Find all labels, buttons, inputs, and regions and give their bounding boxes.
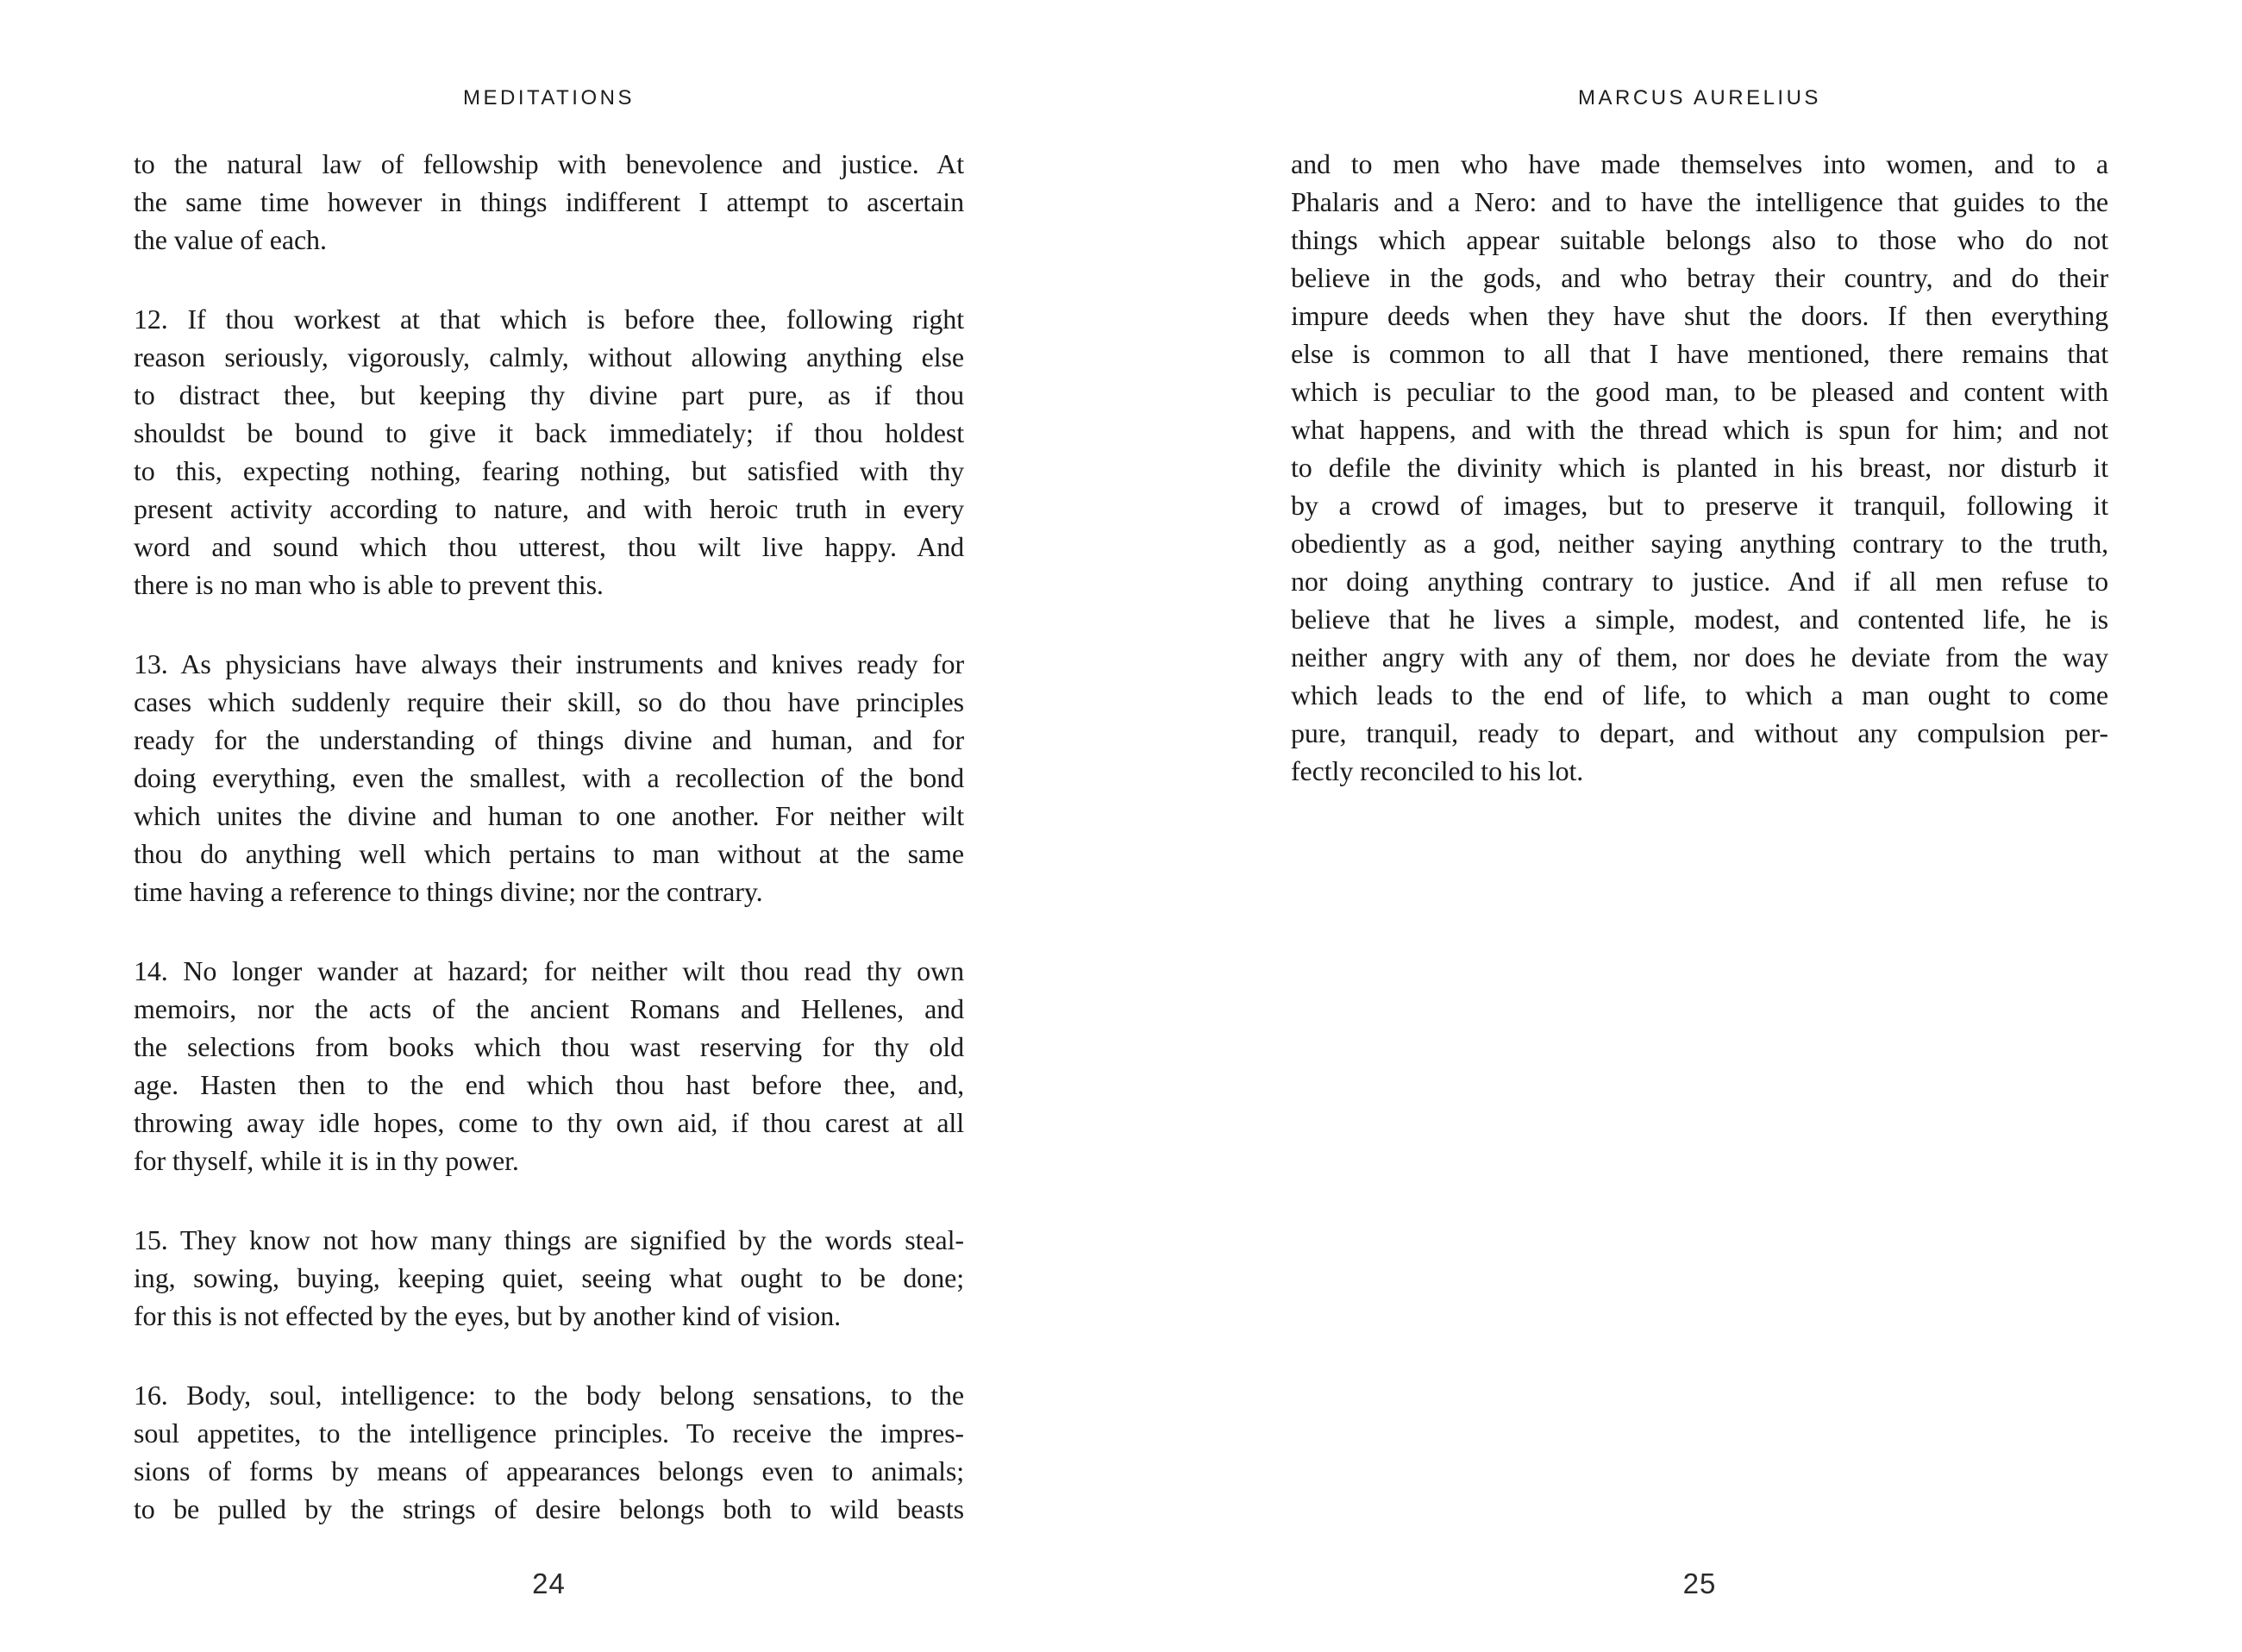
text-line: throwing away idle hopes, come to thy own aid, if thou carest at all xyxy=(134,1107,964,1138)
text-line: which unites the divine and human to one another. For neither wilt xyxy=(134,800,964,831)
text-line: ing, sowing, buying, keeping quiet, seeing what ought to be done; xyxy=(134,1262,964,1293)
text-line: believe in the gods, and who betray their country, and do their xyxy=(1291,262,2108,293)
text-line: for this is not effected by the eyes, but by another kind of vision. xyxy=(134,1300,841,1331)
text-line: to this, expecting nothing, fearing nothing, but satisfied with thy xyxy=(134,455,964,486)
text-line: time having a reference to things divine; nor the contrary. xyxy=(134,876,763,907)
text-line: age. Hasten then to the end which thou hast before thee, and, xyxy=(134,1069,964,1100)
text-line: by a crowd of images, but to preserve it tranquil, following it xyxy=(1291,490,2108,521)
text-line: and to men who have made themselves into women, and to a xyxy=(1291,148,2108,179)
text-line: 16. Body, soul, intelligence: to the body belong sensations, to the xyxy=(134,1380,964,1411)
text-line: to defile the divinity which is planted in his breast, nor disturb it xyxy=(1291,452,2108,483)
text-line: which is peculiar to the good man, to be pleased and content with xyxy=(1291,376,2108,407)
text-line: impure deeds when they have shut the doors. If then everything xyxy=(1291,300,2108,331)
text-line: neither angry with any of them, nor does he deviate from the way xyxy=(1291,641,2108,673)
text-line: for thyself, while it is in thy power. xyxy=(134,1145,519,1176)
text-line: 14. No longer wander at hazard; for neither wilt thou read thy own xyxy=(134,955,964,986)
text-line: pure, tranquil, ready to depart, and without any compulsion per- xyxy=(1291,717,2108,748)
paragraph xyxy=(134,145,964,259)
text-line: present activity according to nature, and with heroic truth in every xyxy=(134,493,964,524)
text-line: word and sound which thou utterest, thou wilt live happy. And xyxy=(134,531,964,562)
text-line: 12. If thou workest at that which is before thee, following right xyxy=(134,303,964,335)
text-line: else is common to all that I have mentioned, there remains that xyxy=(1291,338,2108,369)
text-line: memoirs, nor the acts of the ancient Romans and Hellenes, and xyxy=(134,993,964,1024)
text-line: 15. They know not how many things are signified by the words steal- xyxy=(134,1224,964,1255)
text-line: things which appear suitable belongs also to those who do not xyxy=(1291,224,2108,255)
text-line: believe that he lives a simple, modest, and contented life, he is xyxy=(1291,604,2108,635)
left-text-block xyxy=(134,145,964,1528)
text-line: shouldst be bound to give it back immediately; if thou holdest xyxy=(134,417,964,448)
text-line: the same time however in things indifferent I attempt to ascertain xyxy=(134,186,964,217)
text-line: reason seriously, vigorously, calmly, without allowing anything else xyxy=(134,341,964,372)
text-line: fectly reconciled to his lot. xyxy=(1291,755,1584,786)
text-line: there is no man who is able to prevent this. xyxy=(134,569,604,600)
text-line: thou do anything well which pertains to man without at the same xyxy=(134,838,964,869)
left-page xyxy=(134,0,964,1652)
text-line: which leads to the end of life, to which a man ought to come xyxy=(1291,679,2108,710)
text-line: to the natural law of fellowship with benevolence and justice. At xyxy=(134,148,964,179)
paragraph xyxy=(1291,145,2108,790)
text-line: Phalaris and a Nero: and to have the intelligence that guides to the xyxy=(1291,186,2108,217)
right-page-number: 25 xyxy=(1682,1568,1717,1599)
text-line: what happens, and with the thread which is spun for him; and not xyxy=(1291,414,2108,445)
text-line: to be pulled by the strings of desire belongs both to wild beasts xyxy=(134,1493,964,1524)
paragraph xyxy=(134,1221,964,1335)
text-line: 13. As physicians have always their instruments and knives ready for xyxy=(134,648,964,679)
right-running-header: MARCUS AURELIUS xyxy=(1578,86,1821,110)
text-line: to distract thee, but keeping thy divine part pure, as if thou xyxy=(134,379,964,410)
text-line: sions of forms by means of appearances belongs even to animals; xyxy=(134,1455,964,1486)
text-line: the value of each. xyxy=(134,224,327,255)
paragraph xyxy=(134,952,964,1180)
paragraph xyxy=(134,300,964,604)
text-line: nor doing anything contrary to justice. And if all men refuse to xyxy=(1291,566,2108,597)
text-line: soul appetites, to the intelligence principles. To receive the impres- xyxy=(134,1417,964,1449)
left-page-number: 24 xyxy=(532,1568,566,1599)
right-text-block xyxy=(1291,145,2108,790)
text-line: the selections from books which thou wast reserving for thy old xyxy=(134,1031,964,1062)
left-running-header: MEDITATIONS xyxy=(463,86,635,110)
text-line: cases which suddenly require their skill, so do thou have principles xyxy=(134,686,964,717)
paragraph xyxy=(134,645,964,910)
text-line: doing everything, even the smallest, with a recollection of the bond xyxy=(134,762,964,793)
right-page xyxy=(1291,0,2108,1652)
text-line: ready for the understanding of things divine and human, and for xyxy=(134,724,964,755)
paragraph xyxy=(134,1376,964,1528)
text-line: obediently as a god, neither saying anything contrary to the truth, xyxy=(1291,528,2108,559)
